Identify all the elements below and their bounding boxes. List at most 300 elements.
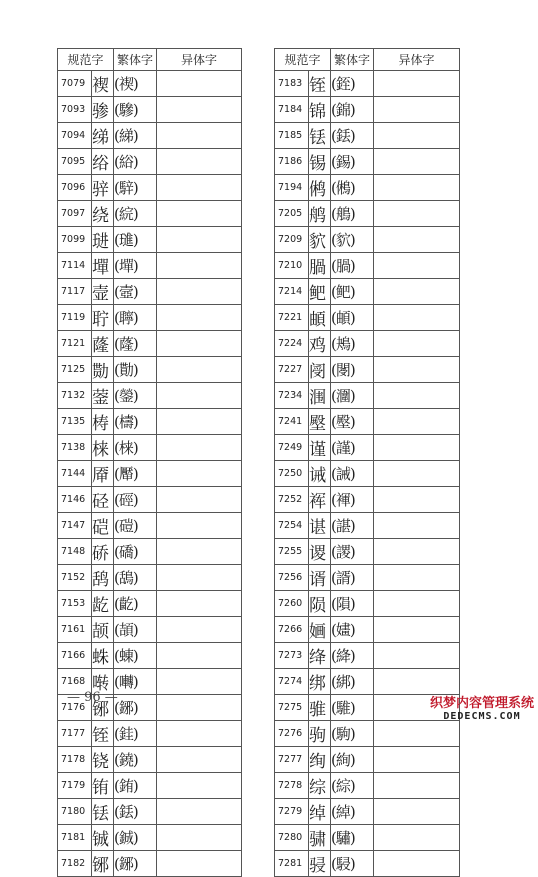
standard-char-cell: 驹 [309, 721, 331, 747]
watermark-cn: 织梦内容管理系统 [430, 696, 535, 711]
code-cell: 7153 [58, 591, 92, 617]
standard-char-cell: 勚 [92, 357, 114, 383]
code-cell: 7254 [275, 513, 309, 539]
code-cell: 7241 [275, 409, 309, 435]
variant-char-cell [157, 851, 242, 877]
traditional-char-cell: (蝀) [114, 643, 157, 669]
table-row [275, 721, 460, 747]
standard-char-cell: 谨 [309, 435, 331, 461]
traditional-char-cell: (壼) [114, 279, 157, 305]
traditional-char-cell: (聹) [114, 305, 157, 331]
variant-char-cell [374, 253, 460, 279]
standard-char-cell: 锦 [309, 97, 331, 123]
variant-char-cell [374, 331, 460, 357]
table-row [275, 799, 460, 825]
standard-char-cell: 梼 [92, 409, 114, 435]
standard-char-cell: 龁 [92, 591, 114, 617]
variant-char-cell [157, 175, 242, 201]
code-cell: 7214 [275, 279, 309, 305]
standard-char-cell: 诫 [309, 461, 331, 487]
traditional-char-cell: (褌) [331, 487, 374, 513]
variant-char-cell [157, 773, 242, 799]
standard-char-cell: 骕 [309, 825, 331, 851]
table-row [58, 747, 242, 773]
table-row [275, 175, 460, 201]
code-cell: 7181 [58, 825, 92, 851]
table-row [275, 383, 460, 409]
traditional-char-cell: (銍) [331, 71, 374, 97]
code-cell: 7135 [58, 409, 92, 435]
character-table-left [57, 48, 242, 877]
code-cell: 7280 [275, 825, 309, 851]
variant-char-cell [374, 851, 460, 877]
code-cell: 7249 [275, 435, 309, 461]
code-cell: 7184 [275, 97, 309, 123]
code-cell: 7224 [275, 331, 309, 357]
code-cell: 7266 [275, 617, 309, 643]
table-row [275, 617, 460, 643]
variant-char-cell [374, 97, 460, 123]
code-cell: 7250 [275, 461, 309, 487]
variant-char-cell [374, 305, 460, 331]
standard-char-cell: 壸 [92, 279, 114, 305]
table-row [58, 331, 242, 357]
table-row [58, 123, 242, 149]
table-row [58, 383, 242, 409]
traditional-char-cell: (絢) [331, 747, 374, 773]
code-cell: 7121 [58, 331, 92, 357]
table-row [58, 279, 242, 305]
standard-char-cell: 骎 [309, 851, 331, 877]
standard-char-cell: 鸹 [92, 565, 114, 591]
watermark [430, 696, 534, 723]
variant-char-cell [157, 799, 242, 825]
standard-char-cell: 铖 [92, 825, 114, 851]
variant-char-cell [157, 513, 242, 539]
traditional-char-cell: (璡) [114, 227, 157, 253]
standard-char-cell: 铥 [92, 799, 114, 825]
traditional-char-cell: (潿) [331, 383, 374, 409]
code-cell: 7274 [275, 669, 309, 695]
table-row [275, 669, 460, 695]
traditional-char-cell: (墠) [114, 253, 157, 279]
standard-char-cell: 厣 [92, 461, 114, 487]
table-row [275, 773, 460, 799]
table-row [58, 565, 242, 591]
variant-char-cell [374, 591, 460, 617]
code-cell: 7255 [275, 539, 309, 565]
traditional-char-cell: (銈) [114, 721, 157, 747]
variant-char-cell [157, 669, 242, 695]
variant-char-cell [157, 825, 242, 851]
standard-char-cell: 婳 [309, 617, 331, 643]
variant-char-cell [374, 409, 460, 435]
code-cell: 7275 [275, 695, 309, 721]
variant-char-cell [157, 71, 242, 97]
code-cell: 7079 [58, 71, 92, 97]
code-cell: 7276 [275, 721, 309, 747]
variant-char-cell [374, 201, 460, 227]
traditional-char-cell: (綁) [331, 669, 374, 695]
variant-char-cell [374, 487, 460, 513]
standard-char-cell: 腡 [309, 253, 331, 279]
standard-char-cell: 骓 [309, 695, 331, 721]
table-row [275, 305, 460, 331]
standard-char-cell: 聍 [92, 305, 114, 331]
header-traditional: 繁体字 [114, 49, 157, 71]
standard-char-cell: 涠 [309, 383, 331, 409]
code-cell: 7095 [58, 149, 92, 175]
traditional-char-cell: (驌) [331, 825, 374, 851]
variant-char-cell [157, 565, 242, 591]
variant-char-cell [374, 435, 460, 461]
standard-char-cell: 谡 [309, 539, 331, 565]
standard-char-cell: 铕 [92, 773, 114, 799]
table-row [58, 487, 242, 513]
traditional-char-cell: (騅) [331, 695, 374, 721]
code-cell: 7273 [275, 643, 309, 669]
variant-char-cell [157, 279, 242, 305]
standard-char-cell: 绑 [309, 669, 331, 695]
code-cell: 7227 [275, 357, 309, 383]
table-row [58, 97, 242, 123]
table-row [275, 279, 460, 305]
variant-char-cell [374, 721, 460, 747]
standard-char-cell: 谌 [309, 513, 331, 539]
variant-char-cell [157, 591, 242, 617]
table-header-row [275, 49, 460, 71]
traditional-char-cell: (錫) [331, 149, 374, 175]
traditional-char-cell: (鎣) [114, 383, 157, 409]
traditional-char-cell: (鐃) [114, 747, 157, 773]
variant-char-cell [157, 617, 242, 643]
code-cell: 7179 [58, 773, 92, 799]
traditional-char-cell: (鵃) [331, 201, 374, 227]
traditional-char-cell: (銩) [331, 123, 374, 149]
code-cell: 7099 [58, 227, 92, 253]
traditional-char-cell: (頡) [114, 617, 157, 643]
standard-char-cell: 鲃 [309, 279, 331, 305]
code-cell: 7182 [58, 851, 92, 877]
variant-char-cell [374, 461, 460, 487]
table-header-row [58, 49, 242, 71]
table-row [58, 773, 242, 799]
standard-char-cell: 鸺 [309, 175, 331, 201]
traditional-char-cell: (綌) [114, 149, 157, 175]
traditional-char-cell: (駸) [331, 851, 374, 877]
table-row [58, 305, 242, 331]
standard-char-cell: 铙 [92, 747, 114, 773]
header-standard: 规范字 [58, 49, 114, 71]
code-cell: 7125 [58, 357, 92, 383]
table-row [275, 331, 460, 357]
table-row [58, 253, 242, 279]
standard-char-cell: 鸼 [309, 201, 331, 227]
standard-char-cell: 硙 [92, 513, 114, 539]
traditional-char-cell: (駒) [331, 721, 374, 747]
code-cell: 7138 [58, 435, 92, 461]
standard-char-cell: 绤 [92, 149, 114, 175]
traditional-char-cell: (謹) [331, 435, 374, 461]
variant-char-cell [374, 643, 460, 669]
code-cell: 7221 [275, 305, 309, 331]
variant-char-cell [374, 123, 460, 149]
code-cell: 7161 [58, 617, 92, 643]
table-row [275, 539, 460, 565]
code-cell: 7117 [58, 279, 92, 305]
table-row [275, 201, 460, 227]
traditional-char-cell: (銩) [114, 799, 157, 825]
table-row [275, 565, 460, 591]
traditional-char-cell: (齕) [114, 591, 157, 617]
table-row [58, 71, 242, 97]
code-cell: 7177 [58, 721, 92, 747]
standard-char-cell: 鸡 [309, 331, 331, 357]
table-row [275, 357, 460, 383]
table-row [58, 721, 242, 747]
traditional-char-cell: (鋣) [114, 695, 157, 721]
code-cell: 7176 [58, 695, 92, 721]
standard-char-cell: 壂 [309, 409, 331, 435]
table-row [275, 227, 460, 253]
header-standard: 规范字 [275, 49, 331, 71]
table-row [275, 513, 460, 539]
standard-char-cell: 蕯 [92, 331, 114, 357]
variant-char-cell [157, 123, 242, 149]
variant-char-cell [157, 409, 242, 435]
traditional-char-cell: (磑) [114, 513, 157, 539]
standard-char-cell: 啭 [92, 669, 114, 695]
code-cell: 7180 [58, 799, 92, 825]
traditional-char-cell: (梾) [114, 435, 157, 461]
code-cell: 7147 [58, 513, 92, 539]
table-row [58, 435, 242, 461]
variant-char-cell [157, 721, 242, 747]
code-cell: 7209 [275, 227, 309, 253]
code-cell: 7183 [275, 71, 309, 97]
code-cell: 7166 [58, 643, 92, 669]
table-row [275, 591, 460, 617]
traditional-char-cell: (綄) [114, 201, 157, 227]
traditional-char-cell: (礄) [114, 539, 157, 565]
table-row [58, 175, 242, 201]
code-cell: 7132 [58, 383, 92, 409]
traditional-char-cell: (勩) [114, 357, 157, 383]
standard-char-cell: 铥 [309, 123, 331, 149]
table-row [58, 851, 242, 877]
table-row [275, 435, 460, 461]
watermark-en: DEDECMS.COM [443, 711, 521, 722]
variant-char-cell [374, 279, 460, 305]
code-cell: 7256 [275, 565, 309, 591]
standard-char-cell: 頔 [309, 305, 331, 331]
code-cell: 7114 [58, 253, 92, 279]
variant-char-cell [157, 435, 242, 461]
variant-char-cell [374, 747, 460, 773]
code-cell: 7279 [275, 799, 309, 825]
variant-char-cell [374, 565, 460, 591]
standard-char-cell: 琎 [92, 227, 114, 253]
traditional-char-cell: (綜) [331, 773, 374, 799]
variant-char-cell [157, 201, 242, 227]
traditional-char-cell: (絳) [331, 643, 374, 669]
standard-char-cell: 综 [309, 773, 331, 799]
traditional-char-cell: (貁) [331, 227, 374, 253]
table-row [58, 357, 242, 383]
header-variant: 异体字 [157, 49, 242, 71]
standard-char-cell: 绚 [309, 747, 331, 773]
variant-char-cell [374, 71, 460, 97]
variant-char-cell [374, 175, 460, 201]
traditional-char-cell: (鵂) [331, 175, 374, 201]
standard-char-cell: 绰 [309, 799, 331, 825]
variant-char-cell [374, 513, 460, 539]
traditional-char-cell: (嫿) [331, 617, 374, 643]
traditional-char-cell: (硜) [114, 487, 157, 513]
variant-char-cell [374, 149, 460, 175]
table-row [58, 513, 242, 539]
standard-char-cell: 蓥 [92, 383, 114, 409]
table-row [58, 591, 242, 617]
header-traditional: 繁体字 [331, 49, 374, 71]
table-row [275, 123, 460, 149]
table-row [58, 461, 242, 487]
variant-char-cell [157, 227, 242, 253]
standard-char-cell: 骖 [92, 97, 114, 123]
traditional-char-cell: (騂) [114, 175, 157, 201]
standard-char-cell: 绛 [309, 643, 331, 669]
traditional-char-cell: (錦) [331, 97, 374, 123]
variant-char-cell [157, 539, 242, 565]
table-row [58, 617, 242, 643]
traditional-char-cell: (鋮) [114, 825, 157, 851]
standard-char-cell: 硚 [92, 539, 114, 565]
traditional-char-cell: (鴰) [114, 565, 157, 591]
standard-char-cell: 铚 [309, 71, 331, 97]
table-row [275, 825, 460, 851]
table-row [275, 851, 460, 877]
traditional-char-cell: (厴) [114, 461, 157, 487]
code-cell: 7178 [58, 747, 92, 773]
standard-char-cell: 铘 [92, 695, 114, 721]
table-row [58, 825, 242, 851]
table-row [275, 643, 460, 669]
traditional-char-cell: (檮) [114, 409, 157, 435]
variant-char-cell [157, 305, 242, 331]
code-cell: 7205 [275, 201, 309, 227]
code-cell: 7278 [275, 773, 309, 799]
standard-char-cell: 谞 [309, 565, 331, 591]
table-row [58, 539, 242, 565]
standard-char-cell: 绕 [92, 201, 114, 227]
code-cell: 7234 [275, 383, 309, 409]
traditional-char-cell: (隕) [331, 591, 374, 617]
code-cell: 7119 [58, 305, 92, 331]
traditional-char-cell: (鋣) [114, 851, 157, 877]
traditional-char-cell: (蕯) [114, 331, 157, 357]
standard-char-cell: 锡 [309, 149, 331, 175]
variant-char-cell [374, 539, 460, 565]
traditional-char-cell: (禊) [114, 71, 157, 97]
table-row [275, 253, 460, 279]
table-row [275, 409, 460, 435]
variant-char-cell [157, 331, 242, 357]
standard-char-cell: 墠 [92, 253, 114, 279]
code-cell: 7093 [58, 97, 92, 123]
variant-char-cell [374, 773, 460, 799]
variant-char-cell [157, 383, 242, 409]
traditional-char-cell: (銪) [114, 773, 157, 799]
standard-char-cell: 蛛 [92, 643, 114, 669]
variant-char-cell [157, 747, 242, 773]
code-cell: 7097 [58, 201, 92, 227]
traditional-char-cell: (囀) [114, 669, 157, 695]
table-row [275, 461, 460, 487]
variant-char-cell [374, 617, 460, 643]
header-variant: 异体字 [374, 49, 460, 71]
code-cell: 7252 [275, 487, 309, 513]
traditional-char-cell: (鲃) [331, 279, 374, 305]
standard-char-cell: 硁 [92, 487, 114, 513]
traditional-char-cell: (鴂) [331, 331, 374, 357]
variant-char-cell [157, 643, 242, 669]
table-row [58, 149, 242, 175]
traditional-char-cell: (誡) [331, 461, 374, 487]
code-cell: 7146 [58, 487, 92, 513]
variant-char-cell [157, 149, 242, 175]
standard-char-cell: 阌 [309, 357, 331, 383]
variant-char-cell [374, 227, 460, 253]
character-table-right [274, 48, 460, 877]
variant-char-cell [157, 97, 242, 123]
standard-char-cell: 貁 [309, 227, 331, 253]
standard-char-cell: 绨 [92, 123, 114, 149]
code-cell: 7152 [58, 565, 92, 591]
page-number: — 96 — [67, 690, 118, 705]
traditional-char-cell: (綽) [331, 799, 374, 825]
standard-char-cell: 骍 [92, 175, 114, 201]
table-row [58, 643, 242, 669]
table-row [275, 747, 460, 773]
code-cell: 7148 [58, 539, 92, 565]
traditional-char-cell: (綈) [114, 123, 157, 149]
code-cell: 7186 [275, 149, 309, 175]
standard-char-cell: 陨 [309, 591, 331, 617]
standard-char-cell: 铚 [92, 721, 114, 747]
code-cell: 7210 [275, 253, 309, 279]
table-row [275, 487, 460, 513]
variant-char-cell [157, 695, 242, 721]
variant-char-cell [374, 825, 460, 851]
standard-char-cell: 颉 [92, 617, 114, 643]
table-row [275, 149, 460, 175]
traditional-char-cell: (腡) [331, 253, 374, 279]
traditional-char-cell: (驂) [114, 97, 157, 123]
traditional-char-cell: (壂) [331, 409, 374, 435]
variant-char-cell [157, 253, 242, 279]
code-cell: 7096 [58, 175, 92, 201]
table-row [275, 97, 460, 123]
table-row [58, 227, 242, 253]
traditional-char-cell: (頔) [331, 305, 374, 331]
variant-char-cell [374, 383, 460, 409]
standard-char-cell: 裈 [309, 487, 331, 513]
standard-char-cell: 铘 [92, 851, 114, 877]
code-cell: 7144 [58, 461, 92, 487]
table-row [275, 71, 460, 97]
standard-char-cell: 梾 [92, 435, 114, 461]
table-row [58, 799, 242, 825]
